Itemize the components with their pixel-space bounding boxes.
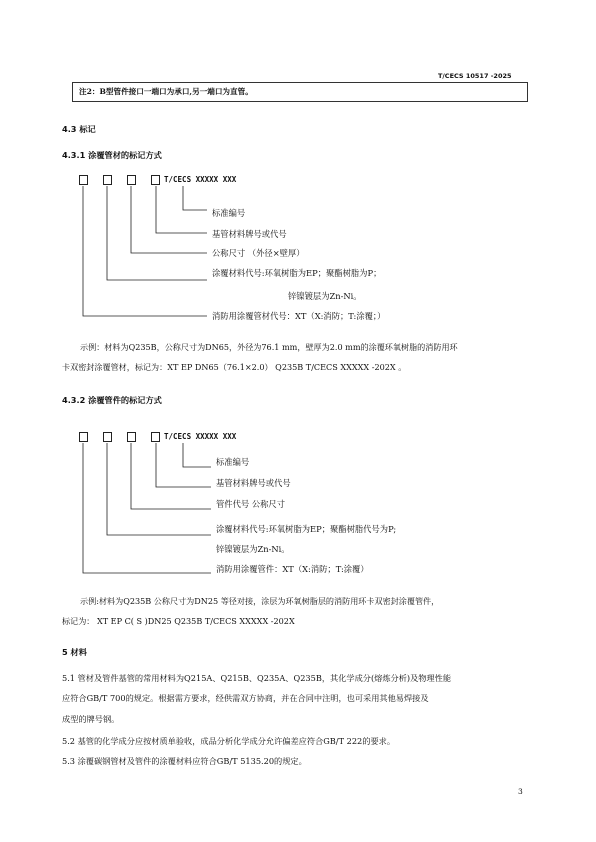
leader-line-fire-code — [83, 443, 211, 573]
label-base-material: 基管材料牌号或代号 — [216, 478, 291, 488]
label-zinc-nickel: 锌镍镀层为Zn-Ni。 — [216, 544, 290, 554]
leader-line-coating — [107, 443, 211, 535]
page-number: 3 — [518, 787, 523, 796]
example-2-line-2: 标记为： XT EP C( S )DN25 Q235B T/CECS XXXXX -202X — [62, 616, 295, 626]
label-standard-number: 标准编号 — [216, 457, 250, 467]
section-4-3-1-title: 4.3.1 涂覆管材的标记方式 — [62, 150, 162, 160]
leader-line-base-material — [156, 443, 211, 487]
example-1-line-2: 卡双密封涂覆管材，标记为：XT EP DN65（76.1×2.0） Q235B T/CECS XXXXX -202X 。 — [62, 362, 407, 372]
label-fire-code: 消防用涂覆管材代号：XT（X:消防；T:涂覆；） — [212, 311, 386, 321]
label-standard-number: 标准编号 — [212, 208, 246, 218]
marking-code: T/CECS XXXXX XXX — [164, 432, 237, 441]
note-text: 注2：B型管件接口一端口为承口,另一端口为直管。 — [79, 87, 253, 96]
section-4-3-2-title: 4.3.2 涂覆管件的标记方式 — [62, 395, 162, 405]
leader-line-standard — [183, 443, 211, 467]
section-4-3-title: 4.3 标记 — [62, 124, 96, 134]
label-nominal-size: 公称尺寸 （外径×壁厚） — [212, 248, 305, 258]
marking-code: T/CECS XXXXX XXX — [164, 175, 237, 184]
clause-5-1-line-3: 成型的牌号钢。 — [62, 714, 120, 724]
clause-5-2: 5.2 基管的化学成分应按材质单验收，成品分析化学成分允许偏差应符合GB/T 222的要求。 — [62, 736, 396, 746]
label-base-material: 基管材料牌号或代号 — [212, 229, 287, 239]
label-fitting-size: 管件代号 公称尺寸 — [216, 499, 286, 509]
clause-5-1-line-1: 5.1 管材及管件基管的常用材料为Q215A、Q215B、Q235A、Q235B，其化学成分(熔炼分析)及物理性能 — [62, 673, 452, 683]
label-zinc-nickel: 锌镍镀层为Zn-Ni。 — [288, 291, 362, 301]
label-fire-code: 消防用涂覆管件：XT（X:消防；T:涂覆） — [216, 564, 369, 574]
label-coating-code: 涂覆材料代号:环氧树脂为EP；聚酯树脂代号为P; — [216, 524, 397, 534]
leader-line-fitting-code — [131, 443, 211, 509]
clause-5-1-line-2: 应符合GB/T 700的规定。根据需方要求，经供需双方协商，并在合同中注明，也可采用其他易焊接及 — [62, 693, 429, 703]
clause-5-3: 5.3 涂覆碳钢管材及管件的涂覆材料应符合GB/T 5135.20的规定。 — [62, 756, 307, 766]
label-coating-code: 涂覆材料代号:环氧树脂为EP；聚酯树脂为P； — [212, 268, 382, 278]
example-2-line-1: 示例:材料为Q235B 公称尺寸为DN25 等径对接，涂层为环氧树脂层的消防用环卡双密封涂覆管件， — [80, 596, 440, 606]
example-1-line-1: 示例：材料为Q235B，公称尺寸为DN65，外径为76.1 mm，壁厚为2.0 mm的涂覆环氧树脂的消防用环 — [80, 342, 458, 352]
section-5-title: 5 材料 — [62, 647, 87, 657]
document-id: T/CECS 10517 -2025 — [438, 72, 512, 80]
